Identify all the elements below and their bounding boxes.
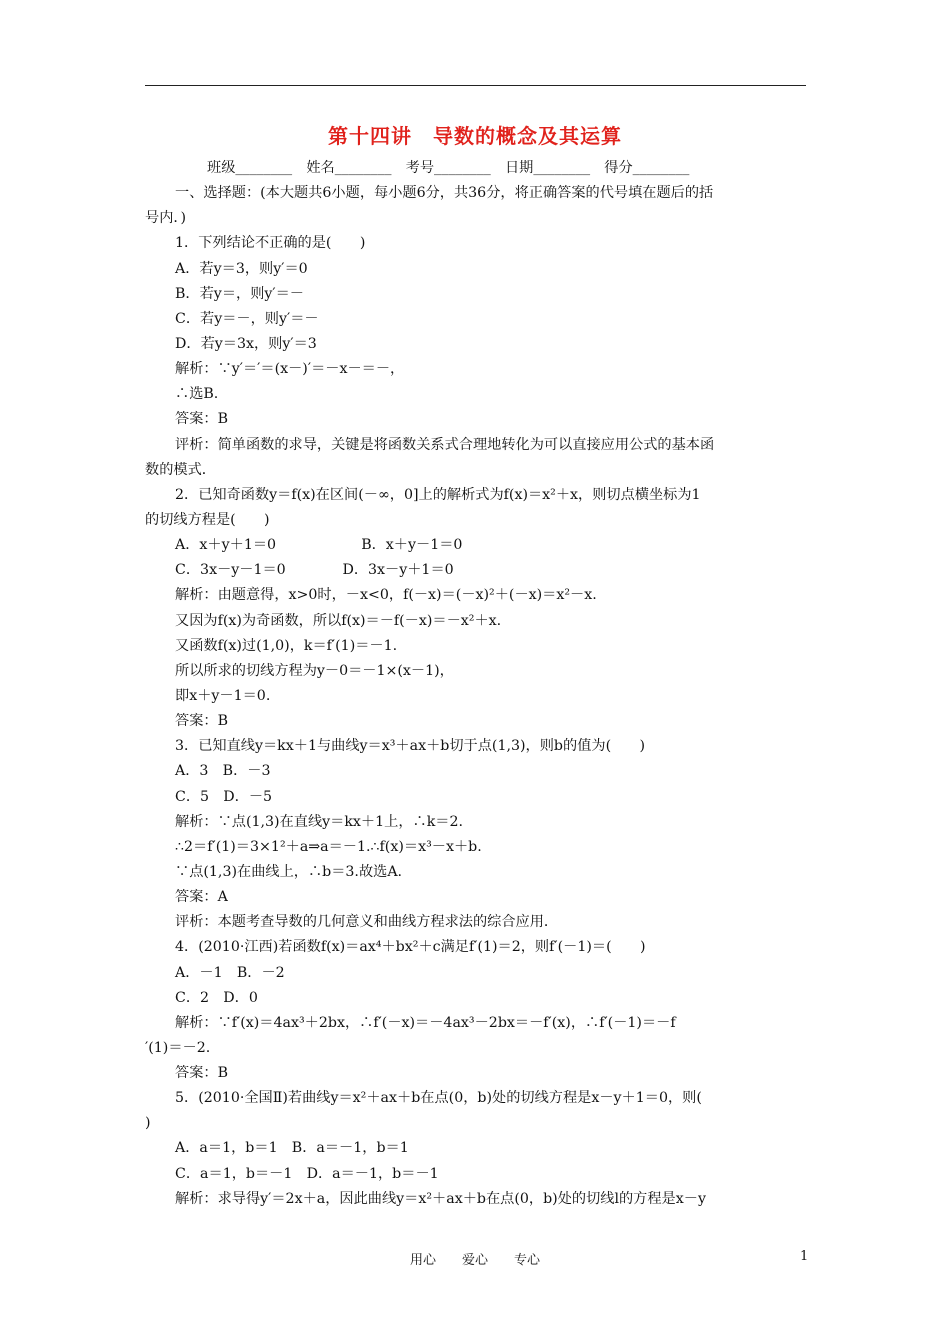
text-line: 所以所求的切线方程为y－0＝－1×(x－1)， (175, 662, 454, 679)
text-line: ′(1)＝－2. (145, 1039, 211, 1056)
text-line: 5．(2010·全国Ⅱ)若曲线y＝x²＋ax＋b在点(0，b)处的切线方程是x－y＋1＝0，则( (175, 1090, 702, 1107)
text-line: ) (145, 1115, 151, 1132)
header-rule (145, 85, 806, 86)
text-line: 1．下列结论不正确的是( ) (175, 235, 366, 252)
text-line: C．2 D．0 (175, 989, 258, 1006)
text-line: B．若y＝，则y′＝－ (175, 285, 304, 302)
page-number: 1 (800, 1249, 809, 1264)
text-line: 答案：B (175, 713, 228, 730)
text-line: ∴2＝f′(1)＝3×1²＋a⇒a＝－1.∴f(x)＝x³－x＋b. (175, 838, 482, 855)
text-line: 数的模式． (145, 461, 216, 478)
text-line: 解析：由题意得，x>0时，－x<0，f(－x)＝(－x)²＋(－x)＝x²－x. (175, 587, 597, 604)
text-line: 一、选择题：(本大题共6小题，每小题6分，共36分，将正确答案的代号填在题后的括 (175, 185, 714, 202)
text-line: ∵点(1,3)在曲线上，∴b＝3.故选A. (175, 863, 403, 880)
text-line: 4．(2010·江西)若函数f(x)＝ax⁴＋bx²＋c满足f′(1)＝2，则f′(－1)＝( ) (175, 939, 646, 956)
page-title: 第十四讲 导数的概念及其运算 (328, 124, 622, 148)
text-line: 2．已知奇函数y＝f(x)在区间(－∞，0]上的解析式为f(x)＝x²＋x，则切点横坐标为1 (175, 486, 701, 503)
text-line: 答案：B (175, 1065, 228, 1082)
footer-slogan: 用心 爱心 专心 (409, 1253, 540, 1268)
text-line: 答案：A (175, 889, 228, 906)
text-line: A．a＝1，b＝1 B．a＝－1，b＝1 (175, 1140, 409, 1157)
text-line: 即x＋y－1＝0. (175, 687, 271, 704)
text-line: 又因为f(x)为奇函数，所以f(x)＝－f(－x)＝－x²＋x. (175, 612, 502, 629)
text-line: 答案：B (175, 411, 228, 428)
text-line: C．3x－y－1＝0 D．3x－y＋1＝0 (175, 562, 454, 579)
text-line: 解析：∵y′＝′＝(x－)′＝－x－＝－， (175, 361, 405, 378)
text-line: C．5 D．－5 (175, 788, 273, 805)
document-body (145, 156, 810, 1212)
text-line: D．若y＝3x，则y′＝3 (175, 335, 317, 352)
text-line: 评析：简单函数的求导，关键是将函数关系式合理地转化为可以直接应用公式的基本函 (175, 436, 715, 453)
text-line: A．－1 B．－2 (175, 964, 285, 981)
text-line: 号内．) (145, 210, 186, 227)
text-line: 解析：∵f′(x)＝4ax³＋2bx，∴f′(－x)＝－4ax³－2bx＝－f′(x)，∴f′(－1)＝－f (175, 1014, 676, 1031)
text-line: C．a＝1，b＝－1 D．a＝－1，b＝－1 (175, 1165, 439, 1182)
text-line: 解析：求导得y′＝2x＋a，因此曲线y＝x²＋ax＋b在点(0，b)处的切线l的方程是x－y (175, 1190, 706, 1207)
text-line: 又函数f(x)过(1,0)，k＝f′(1)＝－1. (175, 637, 398, 654)
text-line: A．x＋y＋1＝0 B．x＋y－1＝0 (175, 537, 463, 554)
text-line: 3．已知直线y＝kx＋1与曲线y＝x³＋ax＋b切于点(1,3)，则b的值为( ) (175, 738, 646, 755)
text-line: ∴选B. (175, 386, 219, 403)
text-line: 班级________ 姓名________ 考号________ 日期________ 得分________ (207, 160, 690, 176)
text-line: C．若y＝－，则y′＝－ (175, 310, 319, 327)
text-line: A．3 B．－3 (175, 763, 271, 780)
text-line: 评析：本题考查导数的几何意义和曲线方程求法的综合应用． (175, 914, 559, 931)
text-line: 的切线方程是( ) (145, 511, 270, 528)
text-line: 解析：∵点(1,3)在直线y＝kx＋1上，∴k＝2. (175, 813, 464, 830)
text-line: A．若y＝3，则y′＝0 (175, 260, 308, 277)
